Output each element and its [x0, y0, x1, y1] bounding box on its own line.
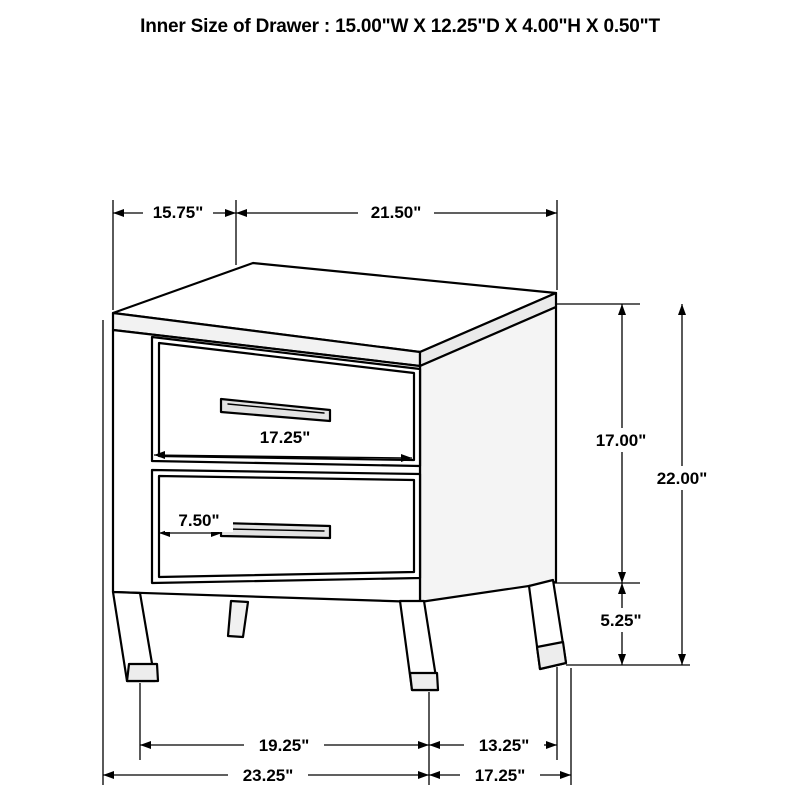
rear-left-leg	[228, 601, 248, 637]
front-right-leg-tip	[410, 673, 438, 690]
nightstand-illustration	[113, 263, 566, 690]
arrow-base-front-right	[418, 741, 429, 749]
dim-label-overall-depth: 17.25"	[474, 766, 526, 785]
rear-right-leg-tip	[537, 642, 566, 669]
arrow-total-height-top	[678, 304, 686, 315]
arrow-overall-depth-left	[429, 771, 440, 779]
arrow-leg-height-bottom	[618, 654, 626, 665]
arrow-base-front-left	[140, 741, 151, 749]
dim-label-base-front: 19.25"	[258, 736, 310, 755]
arrow-base-side-right	[546, 741, 557, 749]
dim-label-total-height: 22.00"	[656, 469, 708, 488]
arrow-overall-width-right	[418, 771, 429, 779]
arrow-leg-height-top	[618, 583, 626, 594]
arrow-top-depth-right	[225, 209, 236, 217]
arrow-cabinet-height-bottom	[618, 572, 626, 583]
arrow-top-width-left	[236, 209, 247, 217]
arrow-overall-depth-right	[560, 771, 571, 779]
dim-label-leg-height: 5.25"	[600, 611, 642, 630]
arrow-base-side-left	[429, 741, 440, 749]
dim-label-overall-width: 23.25"	[242, 766, 294, 785]
dim-label-top-width: 21.50"	[370, 203, 422, 222]
page-title: Inner Size of Drawer : 15.00"W X 12.25"D X 4.00"H X 0.50"T	[140, 16, 660, 37]
arrow-top-depth-left	[113, 209, 124, 217]
arrow-cabinet-height-top	[618, 304, 626, 315]
dim-label-drawer-bottom-width: 7.50"	[178, 511, 220, 530]
dim-label-top-depth: 15.75"	[152, 203, 204, 222]
arrow-overall-width-left	[103, 771, 114, 779]
arrow-total-height-bottom	[678, 654, 686, 665]
front-left-leg-tip	[127, 664, 158, 681]
dim-label-cabinet-height: 17.00"	[595, 431, 647, 450]
arrow-top-width-right	[546, 209, 557, 217]
dim-label-drawer-top-width: 17.25"	[259, 428, 311, 447]
dim-label-base-side: 13.25"	[478, 736, 530, 755]
